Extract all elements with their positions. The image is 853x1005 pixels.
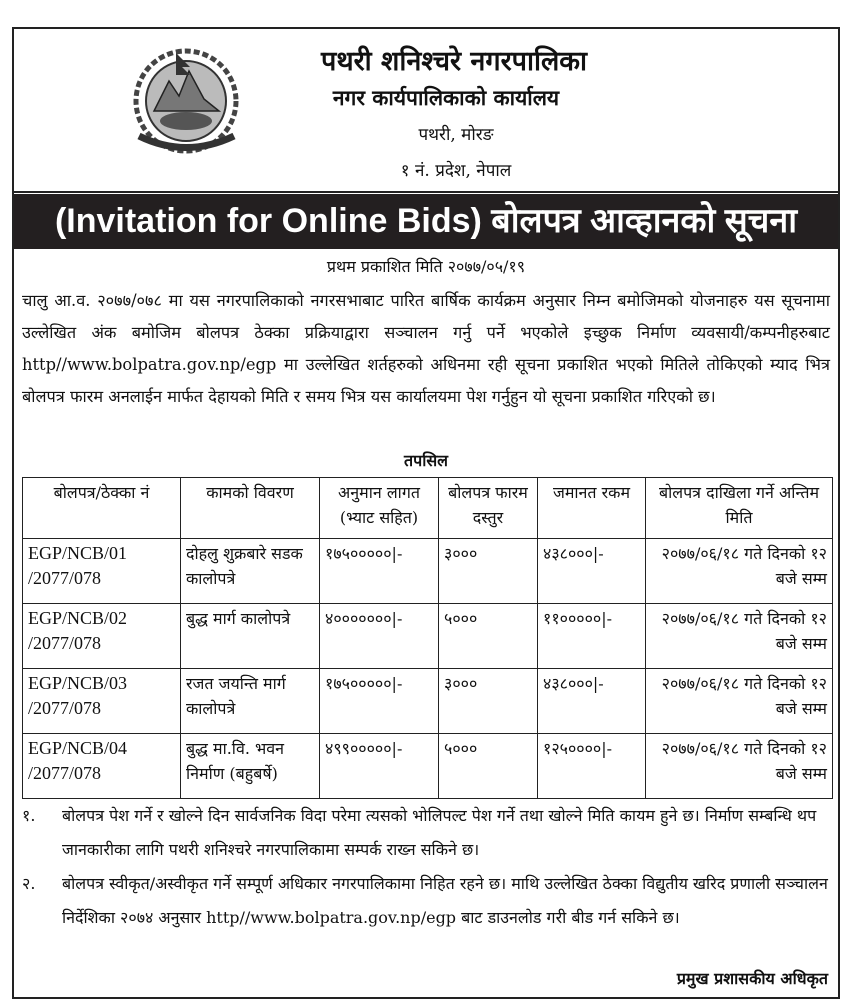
form-fee: ५००० <box>439 604 538 669</box>
table-header-row <box>23 478 833 539</box>
notice-frame <box>12 27 840 999</box>
notes-list <box>22 799 832 935</box>
work-description: दोहलु शुक्रबारे सडक कालोपत्रे <box>181 539 320 604</box>
security-amount: ४३८०००|- <box>538 669 646 734</box>
security-amount: ४३८०००|- <box>538 539 646 604</box>
header-estimated-cost: अनुमान लागत (भ्याट सहित) <box>320 478 439 539</box>
first-published-date: प्रथम प्रकाशित मिति २०७७/०५/१९ <box>326 257 526 276</box>
bid-number: EGP/NCB/03 /2077/078 <box>23 669 181 734</box>
form-fee: ५००० <box>439 734 538 799</box>
bid-number: EGP/NCB/04 /2077/078 <box>23 734 181 799</box>
note-item <box>22 867 832 935</box>
deadline: २०७७/०६/१८ गते दिनको १२ बजे सम्म <box>646 734 833 799</box>
schedule-title: तपसिल <box>403 451 449 470</box>
office-location: पथरी, मोरङ <box>418 125 494 145</box>
bids-table <box>22 477 833 799</box>
note-text: बोलपत्र स्वीकृत/अस्वीकृत गर्ने सम्पूर्ण अधिकार नगरपालिकामा निहित रहने छ। माथि उल्लेखित ठेक्का विद्युतीय खरिद प्रणाली सञ्चालन निर्देशिका २०७४ अनुसार http//www.bolpatra.gov.np/egp बाट डाउनलोड गरी बीड गर्न सकिने छ। <box>62 874 828 927</box>
office-name: नगर कार्यपालिकाको कार्यालय <box>332 85 560 110</box>
header-form-fee: बोलपत्र फारम दस्तुर <box>439 478 538 539</box>
work-description: रजत जयन्ति मार्ग कालोपत्रे <box>181 669 320 734</box>
table-row <box>23 734 833 799</box>
work-description: बुद्ध मा.वि. भवन निर्माण (बहुबर्षे) <box>181 734 320 799</box>
note-number: १. <box>22 806 36 825</box>
security-amount: ११०००००|- <box>538 604 646 669</box>
table-row <box>23 669 833 734</box>
deadline: २०७७/०६/१८ गते दिनको १२ बजे सम्म <box>646 604 833 669</box>
estimated-cost: ४०००००००|- <box>320 604 439 669</box>
intro-paragraph: चालु आ.व. २०७७/०७८ मा यस नगरपालिकाको नगरसभाबाट पारित बार्षिक कार्यक्रम अनुसार निम्न बमोजिमको योजनाहरु यस सूचनामा उल्लेखित अंक बमोजिम बोलपत्र ठेक्का प्रक्रियाद्वारा सञ्चालन गर्नु पर्ने भएकोले इच्छुक निर्माण व्यवसायी/कम्पनीहरुबाट http//www.bolpatra.gov.np/egp मा उल्लेखित शर्तहरुको अधिनमा रही सूचना प्रकाशित भएको मितिले तोकिएको म्याद भित्र बोलपत्र फारम अनलाईन मार्फत देहायको मिति र समय भित्र यस कार्यालयमा पेश गर्नुहुन यो सूचना प्रकाशित गरिएको छ। <box>22 291 830 406</box>
notice-title-banner: (Invitation for Online Bids) बोलपत्र आव्हानको सूचना <box>14 194 838 249</box>
estimated-cost: १७५०००००|- <box>320 539 439 604</box>
deadline: २०७७/०६/१८ गते दिनको १२ बजे सम्म <box>646 539 833 604</box>
form-fee: ३००० <box>439 539 538 604</box>
estimated-cost: ४९९०००००|- <box>320 734 439 799</box>
header-work-description: कामको विवरण <box>181 478 320 539</box>
form-fee: ३००० <box>439 669 538 734</box>
bid-number: EGP/NCB/01 /2077/078 <box>23 539 181 604</box>
header-security-amount: जमानत रकम <box>538 478 646 539</box>
deadline: २०७७/०६/१८ गते दिनको १२ बजे सम्म <box>646 669 833 734</box>
header-deadline: बोलपत्र दाखिला गर्ने अन्तिम मिति <box>646 478 833 539</box>
org-name: पथरी शनिश्चरे नगरपालिका <box>320 46 587 77</box>
table-row <box>23 604 833 669</box>
security-amount: १२५००००|- <box>538 734 646 799</box>
note-number: २. <box>22 874 36 893</box>
estimated-cost: १७५०००००|- <box>320 669 439 734</box>
office-province: १ नं. प्रदेश, नेपाल <box>400 161 512 181</box>
table-row <box>23 539 833 604</box>
note-item <box>22 799 832 867</box>
note-text: बोलपत्र पेश गर्ने र खोल्ने दिन सार्वजनिक विदा परेमा त्यसको भोलिपल्ट पेश गर्ने तथा खोल्ने मिति कायम हुने छ। निर्माण सम्बन्धि थप जानकारीका लागि पथरी शनिश्चरे नगरपालिकामा सम्पर्क राख्न सकिने छ। <box>62 806 817 859</box>
header <box>14 29 838 193</box>
work-description: बुद्ध मार्ग कालोपत्रे <box>181 604 320 669</box>
signature-title: प्रमुख प्रशासकीय अधिकृत <box>676 969 828 988</box>
header-bid-number: बोलपत्र/ठेक्का नं <box>23 478 181 539</box>
bid-number: EGP/NCB/02 /2077/078 <box>23 604 181 669</box>
